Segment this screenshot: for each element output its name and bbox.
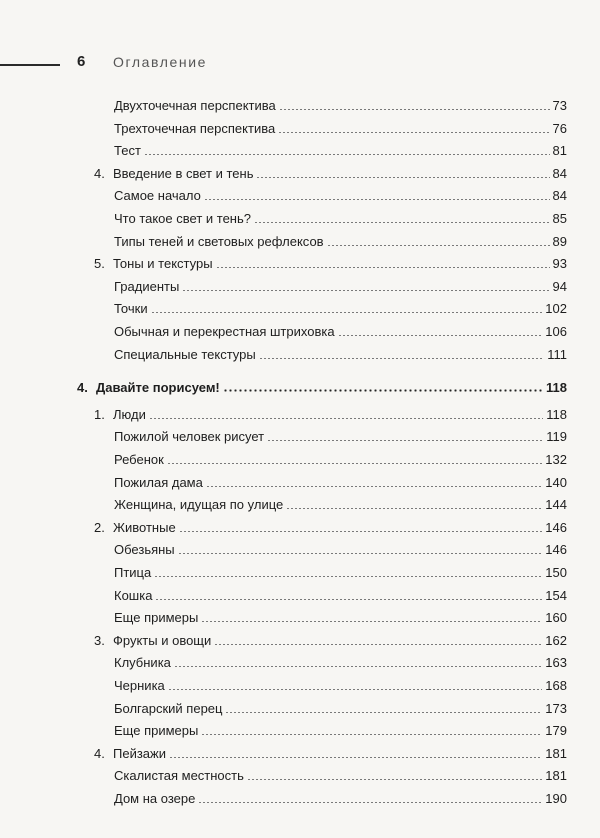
dot-leader (254, 222, 550, 223)
dot-leader (179, 531, 543, 532)
toc-entry-title: Давайте порисуем! (96, 380, 220, 396)
toc-entry-label (77, 380, 222, 396)
toc-entry-label (114, 701, 224, 717)
toc-entry-title: Еще примеры (114, 723, 199, 739)
toc-entry-label (94, 407, 148, 423)
toc-entry (114, 205, 567, 227)
dot-leader (167, 463, 542, 464)
toc-entry-page: 162 (545, 632, 567, 648)
dot-leader (182, 290, 549, 291)
toc-entry-title: Двухточечная перспектива (114, 98, 276, 113)
toc-entry-number: 3. (94, 632, 105, 648)
toc-entry-page: 118 (546, 380, 567, 396)
dot-leader (151, 312, 543, 313)
toc-entry-label (114, 143, 143, 159)
toc-entry-title: Тоны и текстуры (113, 256, 213, 272)
toc-entry-label (114, 588, 154, 604)
toc-entry-title: Градиенты (114, 278, 180, 294)
toc-entry-label (114, 211, 253, 227)
toc-entry (114, 318, 567, 340)
dot-leader (169, 757, 542, 758)
toc-entry-label (94, 633, 213, 649)
toc-entry (114, 469, 567, 491)
toc-entry (94, 401, 567, 423)
dot-leader (155, 599, 542, 600)
toc-entry-title: Скалистая местность (114, 768, 244, 784)
toc-entry-page: 181 (545, 745, 567, 761)
toc-entry-number: 4. (77, 380, 88, 396)
toc-entry (94, 160, 567, 182)
dot-leader (154, 576, 542, 577)
toc-entry-label (114, 121, 277, 137)
toc-entry-label (114, 565, 153, 581)
toc-entry (94, 627, 567, 649)
toc-entry-title: Еще примеры (114, 610, 199, 626)
toc-entry-title: Птица (114, 565, 152, 580)
toc-entry-page: 85 (552, 211, 567, 226)
toc-entry-page: 84 (552, 165, 567, 181)
toc-entry-page: 93 (552, 256, 567, 272)
toc-entry-page: 76 (552, 120, 567, 136)
toc-entry-page: 144 (545, 497, 567, 513)
toc-entry-title: Женщина, идущая по улице (114, 497, 284, 513)
toc-entry-label (114, 234, 326, 250)
toc-entry-title: Животные (113, 519, 176, 535)
toc-entry-page: 89 (552, 233, 567, 249)
toc-entry (114, 273, 567, 295)
toc-entry-title: Типы теней и световых рефлексов (114, 233, 324, 249)
toc-entry-label (114, 347, 258, 363)
toc-entry-title: Пожилой человек рисует (114, 429, 265, 445)
toc-entry-number: 2. (94, 519, 105, 535)
toc-entry (114, 695, 567, 717)
toc-entry (114, 717, 567, 739)
dot-leader (168, 689, 543, 690)
toc-entry-title: Фрукты и овощи (113, 632, 212, 648)
dot-leader (198, 802, 542, 803)
dot-leader (178, 553, 543, 554)
toc-entry-label (114, 655, 173, 671)
toc-entry-title: Специальные текстуры (114, 346, 256, 362)
toc-entry-page: 179 (545, 723, 567, 739)
toc-entry-number: 5. (94, 256, 105, 272)
toc-entry-label (114, 301, 150, 317)
toc-entry-label (114, 768, 246, 784)
toc-entry-title: Обезьяны (114, 542, 175, 558)
toc-entry (114, 295, 567, 317)
toc-entry-title: Ребенок (114, 452, 164, 467)
toc-entry (114, 582, 567, 604)
toc-entry-label (94, 256, 215, 272)
toc-entry-label (114, 452, 166, 468)
toc-entry-label (114, 279, 181, 295)
header-rule (0, 64, 60, 66)
toc-entry-label (94, 520, 178, 536)
dot-leader (174, 666, 542, 667)
toc-entry-page: 154 (545, 587, 567, 603)
dot-leader (201, 621, 542, 622)
toc-entry (114, 604, 567, 626)
toc-entry-page: 73 (552, 98, 567, 113)
toc-entry (94, 740, 567, 762)
toc-entry (114, 559, 567, 581)
toc-entry-page: 118 (546, 406, 567, 422)
toc-entry-page: 146 (545, 542, 567, 558)
dot-leader (201, 734, 542, 735)
toc-entry-label (114, 475, 205, 491)
toc-entry-page: 150 (545, 565, 567, 580)
toc-entry-title: Дом на озере (114, 791, 196, 806)
toc-entry (114, 649, 567, 671)
toc-entry-page: 102 (545, 301, 567, 317)
dot-leader (144, 154, 550, 155)
dot-leader (267, 440, 543, 441)
toc-entry-title: Трехточечная перспектива (114, 120, 276, 136)
toc-entry (114, 762, 567, 784)
toc-entry (114, 785, 567, 807)
dot-leader (256, 177, 549, 178)
toc-entry (114, 228, 567, 250)
toc-entry (114, 446, 567, 468)
toc-entry-page: 140 (545, 474, 567, 490)
toc-entry-title: Черника (114, 678, 165, 693)
dot-leader (259, 358, 545, 359)
toc-entry-page: 84 (552, 188, 567, 204)
toc-entry-number: 4. (94, 745, 105, 761)
toc-entry-title: Самое начало (114, 188, 201, 204)
toc-entry (114, 115, 567, 137)
toc-entry-number: 4. (94, 165, 105, 181)
toc-entry-page: 163 (545, 655, 567, 671)
toc-entry (114, 92, 567, 114)
toc-entry-label (114, 610, 200, 626)
toc-entry (114, 491, 567, 513)
toc-entry-title: Введение в свет и тень (113, 165, 254, 181)
dot-leader (223, 389, 543, 392)
toc-chapter (77, 374, 567, 396)
toc-entry (114, 672, 567, 694)
toc-entry-page: 94 (552, 278, 567, 294)
toc-entry (114, 536, 567, 558)
toc-entry-page: 146 (545, 519, 567, 535)
toc-entry-page: 160 (545, 610, 567, 626)
toc-entry-title: Пейзажи (113, 745, 166, 761)
toc-entry-label (114, 791, 197, 807)
toc-entry-title: Тест (114, 143, 141, 159)
toc-entry-title: Точки (114, 301, 148, 317)
dot-leader (214, 644, 542, 645)
toc-entry-label (94, 746, 168, 762)
dot-leader (206, 486, 542, 487)
toc-entry-label (114, 188, 203, 204)
dot-leader (338, 335, 543, 336)
toc-entry (114, 341, 567, 363)
toc-entry-label (114, 542, 177, 558)
toc-entry (114, 423, 567, 445)
toc-entry-title: Люди (113, 406, 146, 422)
toc-entry-label (94, 166, 255, 182)
toc-entry-page: 111 (547, 346, 567, 362)
toc-entry-title: Клубника (114, 655, 171, 671)
dot-leader (204, 199, 550, 200)
toc-entry-page: 81 (552, 143, 567, 159)
toc-entry-title: Обычная и перекрестная штриховка (114, 324, 335, 339)
toc-entry-label (114, 723, 200, 739)
dot-leader (327, 245, 550, 246)
dot-leader (279, 109, 550, 110)
page-number: 6 (77, 53, 86, 70)
toc-entry (94, 250, 567, 272)
toc-entry-page: 119 (546, 429, 567, 445)
toc-entry-title: Что такое свет и тень? (114, 211, 251, 226)
toc-entry (114, 182, 567, 204)
dot-leader (149, 418, 543, 419)
dot-leader (286, 508, 542, 509)
toc-entry-label (114, 497, 285, 513)
running-title: Оглавление (113, 54, 208, 70)
dot-leader (225, 712, 542, 713)
toc-entry-label (114, 429, 266, 445)
toc-entry-page: 181 (545, 768, 567, 784)
toc-entry-label (114, 324, 337, 340)
toc-entry-page: 173 (545, 700, 567, 716)
dot-leader (247, 779, 542, 780)
toc-entry-title: Кошка (114, 587, 153, 603)
toc-entry-title: Болгарский перец (114, 700, 223, 716)
dot-leader (278, 132, 549, 133)
toc-entry-page: 132 (545, 452, 567, 467)
toc-entry-label (114, 98, 278, 114)
toc-entry-page: 168 (545, 678, 567, 693)
toc-entry-label (114, 678, 167, 694)
toc-entry-page: 190 (545, 791, 567, 806)
toc-entry-page: 106 (545, 324, 567, 339)
dot-leader (216, 267, 550, 268)
toc-entry-title: Пожилая дама (114, 474, 203, 490)
toc-entry-number: 1. (94, 406, 105, 422)
toc-entry (94, 514, 567, 536)
toc-entry (114, 137, 567, 159)
